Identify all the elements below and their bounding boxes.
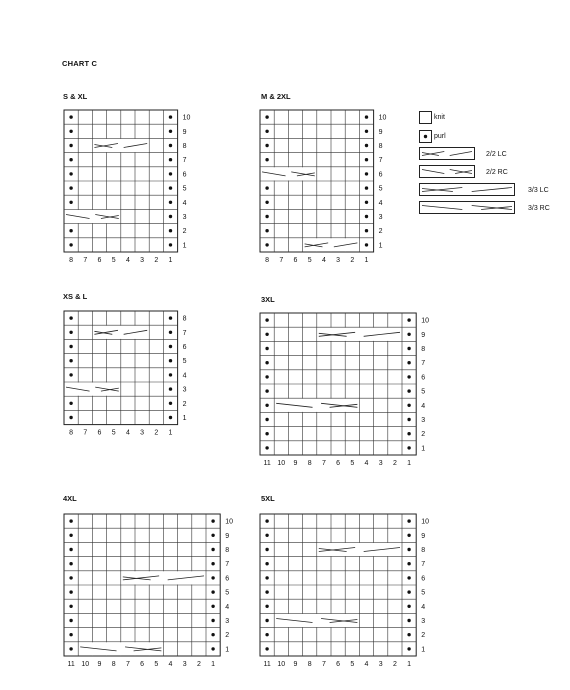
- cable-symbol: [317, 543, 401, 556]
- purl-dot: [365, 172, 368, 175]
- row-number: 4: [225, 603, 230, 611]
- purl-dot: [407, 548, 410, 551]
- purl-dot: [407, 404, 410, 407]
- purl-dot: [69, 359, 72, 362]
- purl-dot: [169, 186, 172, 189]
- stitch-number: 11: [67, 661, 75, 668]
- stitch-number: 11: [263, 661, 271, 668]
- stitch-number: 7: [83, 429, 88, 437]
- stitch-number: 4: [321, 257, 326, 264]
- purl-dot: [265, 519, 268, 522]
- row-number: 5: [225, 589, 230, 597]
- stitch-number: 2: [392, 460, 397, 467]
- row-number: 10: [378, 114, 387, 122]
- row-number: 4: [421, 402, 426, 410]
- purl-dot: [265, 404, 268, 407]
- cable-symbol: [79, 642, 163, 655]
- purl-dot: [265, 534, 268, 537]
- row-number: 2: [421, 632, 426, 640]
- purl-dot: [69, 519, 72, 522]
- row-number: 6: [421, 374, 426, 382]
- purl-dot: [69, 144, 72, 147]
- stitch-number: 3: [182, 661, 187, 668]
- purl-dot: [69, 243, 72, 246]
- purl-dot: [265, 446, 268, 449]
- row-number: 7: [182, 329, 187, 337]
- row-number: 3: [182, 214, 187, 221]
- stitch-number: 8: [307, 661, 312, 668]
- stitch-number: 8: [69, 429, 74, 437]
- stitch-number: 5: [307, 257, 312, 264]
- stitch-chart-4xl: [64, 514, 240, 670]
- purl-dot: [69, 534, 72, 537]
- purl-dot: [265, 144, 268, 147]
- row-number: 1: [182, 242, 187, 250]
- purl-dot: [407, 418, 410, 421]
- purl-dot: [407, 633, 410, 636]
- cable-symbol: [275, 399, 359, 412]
- stitch-number: 8: [69, 257, 74, 264]
- purl-dot: [407, 534, 410, 537]
- cable-symbol: [93, 326, 149, 339]
- purl-dot: [211, 562, 214, 565]
- stitch-number: 1: [407, 661, 412, 668]
- row-number: 10: [421, 518, 429, 526]
- purl-dot: [211, 590, 214, 593]
- stitch-number: 4: [364, 661, 369, 668]
- purl-dot: [265, 619, 268, 622]
- purl-dot: [265, 186, 268, 189]
- purl-dot: [365, 243, 368, 246]
- legend-label: 3/3 LC: [528, 187, 549, 194]
- purl-dot: [169, 331, 172, 334]
- purl-dot: [169, 115, 172, 118]
- stitch-number: 1: [168, 257, 173, 264]
- stitch-number: 5: [111, 429, 116, 437]
- stitch-number: 10: [277, 460, 286, 467]
- row-number: 5: [378, 185, 383, 193]
- stitch-number: 6: [336, 661, 341, 668]
- row-number: 2: [421, 431, 426, 439]
- row-number: 8: [182, 143, 187, 150]
- purl-dot: [169, 373, 172, 376]
- purl-dot: [69, 229, 72, 232]
- purl-dot: [265, 590, 268, 593]
- purl-dot: [69, 590, 72, 593]
- row-number: 7: [225, 561, 230, 569]
- purl-dot: [265, 333, 268, 336]
- purl-dot: [407, 361, 410, 364]
- row-number: 10: [421, 317, 429, 325]
- row-number: 6: [225, 575, 230, 583]
- purl-dot: [169, 201, 172, 204]
- purl-dot: [407, 389, 410, 392]
- row-number: 3: [378, 214, 383, 221]
- row-number: 1: [225, 646, 230, 654]
- purl-dot: [169, 416, 172, 419]
- stitch-chart-m-2xl: [260, 110, 394, 266]
- purl-dot: [407, 619, 410, 622]
- purl-dot: [169, 387, 172, 390]
- legend-swatch-33lc: [419, 183, 515, 196]
- row-number: 5: [182, 185, 187, 193]
- purl-dot: [69, 316, 72, 319]
- purl-dot: [169, 402, 172, 405]
- row-number: 8: [378, 143, 383, 150]
- legend-label: purl: [434, 133, 446, 140]
- purl-dot: [265, 389, 268, 392]
- purl-dot: [211, 619, 214, 622]
- purl-dot: [69, 633, 72, 636]
- purl-dot: [407, 318, 410, 321]
- stitch-number: 9: [97, 661, 102, 668]
- purl-dot: [265, 318, 268, 321]
- purl-dot: [407, 647, 410, 650]
- row-number: 3: [225, 618, 230, 625]
- purl-dot: [265, 562, 268, 565]
- stitch-chart-xs-l: [64, 311, 198, 439]
- purl-dot: [169, 359, 172, 362]
- purl-dot: [211, 548, 214, 551]
- row-number: 7: [378, 157, 383, 165]
- row-number: 7: [182, 157, 187, 165]
- legend-label: 3/3 RC: [528, 205, 550, 212]
- purl-dot: [69, 345, 72, 348]
- purl-dot: [424, 135, 427, 138]
- stitch-number: 7: [83, 257, 88, 264]
- row-number: 4: [182, 199, 187, 207]
- stitch-number: 3: [378, 460, 383, 467]
- purl-dot: [69, 416, 72, 419]
- row-number: 1: [182, 415, 187, 422]
- row-number: 9: [182, 128, 187, 136]
- stitch-number: 7: [279, 257, 284, 264]
- stitch-number: 3: [378, 661, 383, 668]
- cable-symbol: [121, 571, 205, 584]
- row-number: 2: [378, 228, 383, 236]
- stitch-number: 8: [265, 257, 270, 264]
- cable-symbol: [65, 383, 121, 396]
- row-number: 6: [378, 171, 383, 179]
- stitch-number: 4: [364, 460, 369, 467]
- stitch-chart-3xl: [260, 313, 436, 469]
- purl-dot: [69, 331, 72, 334]
- stitch-number: 6: [97, 257, 102, 264]
- row-number: 6: [182, 171, 187, 179]
- stitch-number: 3: [336, 257, 341, 264]
- stitch-number: 5: [111, 257, 116, 264]
- stitch-number: 9: [293, 460, 298, 467]
- purl-dot: [69, 402, 72, 405]
- row-number: 8: [421, 346, 426, 353]
- purl-dot: [169, 243, 172, 246]
- stitch-number: 10: [81, 661, 90, 668]
- purl-dot: [365, 115, 368, 118]
- purl-dot: [265, 576, 268, 579]
- stitch-number: 5: [350, 460, 355, 467]
- purl-dot: [265, 605, 268, 608]
- purl-dot: [407, 519, 410, 522]
- row-number: 5: [421, 388, 426, 396]
- legend-swatch-22rc: [419, 165, 475, 178]
- purl-dot: [407, 375, 410, 378]
- row-number: 8: [225, 547, 230, 554]
- purl-dot: [365, 215, 368, 218]
- purl-dot: [211, 605, 214, 608]
- stitch-number: 4: [125, 429, 130, 437]
- purl-dot: [69, 548, 72, 551]
- row-number: 3: [421, 618, 426, 625]
- row-number: 1: [421, 646, 426, 654]
- legend-swatch-purl: [419, 130, 432, 143]
- stitch-number: 1: [211, 661, 216, 668]
- purl-dot: [365, 186, 368, 189]
- purl-dot: [407, 562, 410, 565]
- stitch-number: 6: [97, 429, 102, 437]
- purl-dot: [69, 619, 72, 622]
- purl-dot: [265, 201, 268, 204]
- purl-dot: [365, 130, 368, 133]
- row-number: 1: [421, 445, 426, 453]
- purl-dot: [69, 647, 72, 650]
- stitch-number: 8: [111, 661, 116, 668]
- row-number: 8: [421, 547, 426, 554]
- legend-label: knit: [434, 114, 445, 121]
- stitch-number: 1: [407, 460, 412, 467]
- row-number: 2: [225, 632, 230, 640]
- row-number: 9: [378, 128, 383, 136]
- purl-dot: [265, 361, 268, 364]
- stitch-number: 7: [321, 460, 326, 467]
- legend-label: 2/2 RC: [486, 169, 508, 176]
- purl-dot: [69, 562, 72, 565]
- purl-dot: [169, 172, 172, 175]
- purl-dot: [211, 633, 214, 636]
- purl-dot: [265, 633, 268, 636]
- purl-dot: [69, 115, 72, 118]
- chart-title: CHART C: [62, 59, 98, 68]
- row-number: 4: [378, 199, 383, 207]
- purl-dot: [265, 375, 268, 378]
- size-label-s-xl: S & XL: [63, 92, 88, 101]
- size-label-xs-l: XS & L: [63, 292, 88, 301]
- purl-dot: [407, 590, 410, 593]
- row-number: 2: [182, 228, 187, 236]
- stitch-number: 1: [168, 429, 173, 437]
- stitch-number: 9: [293, 661, 298, 668]
- row-number: 10: [225, 518, 233, 526]
- stitch-number: 6: [140, 661, 145, 668]
- purl-dot: [69, 373, 72, 376]
- size-label-4xl: 4XL: [63, 494, 77, 503]
- row-number: 9: [421, 331, 426, 339]
- purl-dot: [211, 576, 214, 579]
- purl-dot: [169, 316, 172, 319]
- row-number: 4: [421, 603, 426, 611]
- purl-dot: [265, 243, 268, 246]
- row-number: 10: [182, 114, 191, 122]
- stitch-number: 5: [350, 661, 355, 668]
- purl-dot: [265, 215, 268, 218]
- purl-dot: [69, 130, 72, 133]
- purl-dot: [407, 446, 410, 449]
- purl-dot: [407, 432, 410, 435]
- cable-symbol: [93, 139, 149, 152]
- purl-dot: [169, 130, 172, 133]
- stitch-number: 4: [168, 661, 173, 668]
- purl-dot: [265, 647, 268, 650]
- purl-dot: [169, 158, 172, 161]
- row-number: 7: [421, 561, 426, 569]
- stitch-number: 6: [293, 257, 298, 264]
- purl-dot: [265, 115, 268, 118]
- purl-dot: [265, 347, 268, 350]
- purl-dot: [169, 229, 172, 232]
- purl-dot: [407, 347, 410, 350]
- stitch-number: 10: [277, 661, 286, 668]
- row-number: 4: [182, 372, 187, 380]
- legend-swatch-33rc: [419, 201, 515, 214]
- cable-symbol: [303, 238, 359, 251]
- purl-dot: [169, 215, 172, 218]
- size-label-m-2xl: M & 2XL: [261, 92, 291, 101]
- row-number: 3: [421, 417, 426, 424]
- cable-symbol: [275, 614, 359, 627]
- purl-dot: [407, 333, 410, 336]
- row-number: 5: [421, 589, 426, 597]
- stitch-number: 2: [154, 429, 159, 437]
- purl-dot: [69, 186, 72, 189]
- row-number: 5: [182, 358, 187, 366]
- purl-dot: [365, 158, 368, 161]
- purl-dot: [169, 345, 172, 348]
- row-number: 3: [182, 386, 187, 394]
- stitch-number: 8: [307, 460, 312, 467]
- legend-swatch-22lc: [419, 147, 475, 160]
- stitch-chart-5xl: [260, 514, 436, 670]
- cable-symbol: [261, 167, 317, 180]
- row-number: 7: [421, 360, 426, 368]
- row-number: 6: [421, 575, 426, 583]
- stitch-number: 2: [154, 257, 159, 264]
- stitch-number: 11: [263, 460, 271, 467]
- purl-dot: [69, 201, 72, 204]
- stitch-number: 5: [154, 661, 159, 668]
- stitch-number: 2: [392, 661, 397, 668]
- legend-label: 2/2 LC: [486, 151, 507, 158]
- legend-swatch-knit: [419, 111, 432, 124]
- size-label-3xl: 3XL: [261, 295, 275, 304]
- stitch-number: 7: [321, 661, 326, 668]
- row-number: 8: [182, 315, 187, 323]
- purl-dot: [365, 201, 368, 204]
- cable-symbol: [65, 210, 121, 223]
- stitch-number: 4: [125, 257, 130, 264]
- purl-dot: [407, 576, 410, 579]
- purl-dot: [265, 229, 268, 232]
- stitch-number: 3: [140, 429, 145, 437]
- purl-dot: [69, 172, 72, 175]
- purl-dot: [265, 548, 268, 551]
- stitch-number: 7: [125, 661, 130, 668]
- purl-dot: [365, 229, 368, 232]
- purl-dot: [69, 576, 72, 579]
- row-number: 1: [378, 242, 383, 250]
- stitch-chart-s-xl: [64, 110, 198, 266]
- cable-symbol: [317, 328, 401, 341]
- purl-dot: [365, 144, 368, 147]
- purl-dot: [265, 130, 268, 133]
- stitch-number: 2: [196, 661, 201, 668]
- purl-dot: [211, 647, 214, 650]
- stitch-number: 1: [364, 257, 369, 264]
- row-number: 2: [182, 400, 187, 408]
- purl-dot: [211, 519, 214, 522]
- purl-dot: [169, 144, 172, 147]
- purl-dot: [211, 534, 214, 537]
- row-number: 6: [182, 344, 187, 351]
- size-label-5xl: 5XL: [261, 494, 275, 503]
- stitch-number: 2: [350, 257, 355, 264]
- purl-dot: [265, 418, 268, 421]
- purl-dot: [69, 605, 72, 608]
- purl-dot: [265, 432, 268, 435]
- purl-dot: [265, 158, 268, 161]
- stitch-number: 6: [336, 460, 341, 467]
- purl-dot: [407, 605, 410, 608]
- row-number: 9: [225, 532, 230, 540]
- stitch-number: 3: [140, 257, 145, 264]
- row-number: 9: [421, 532, 426, 540]
- purl-dot: [69, 158, 72, 161]
